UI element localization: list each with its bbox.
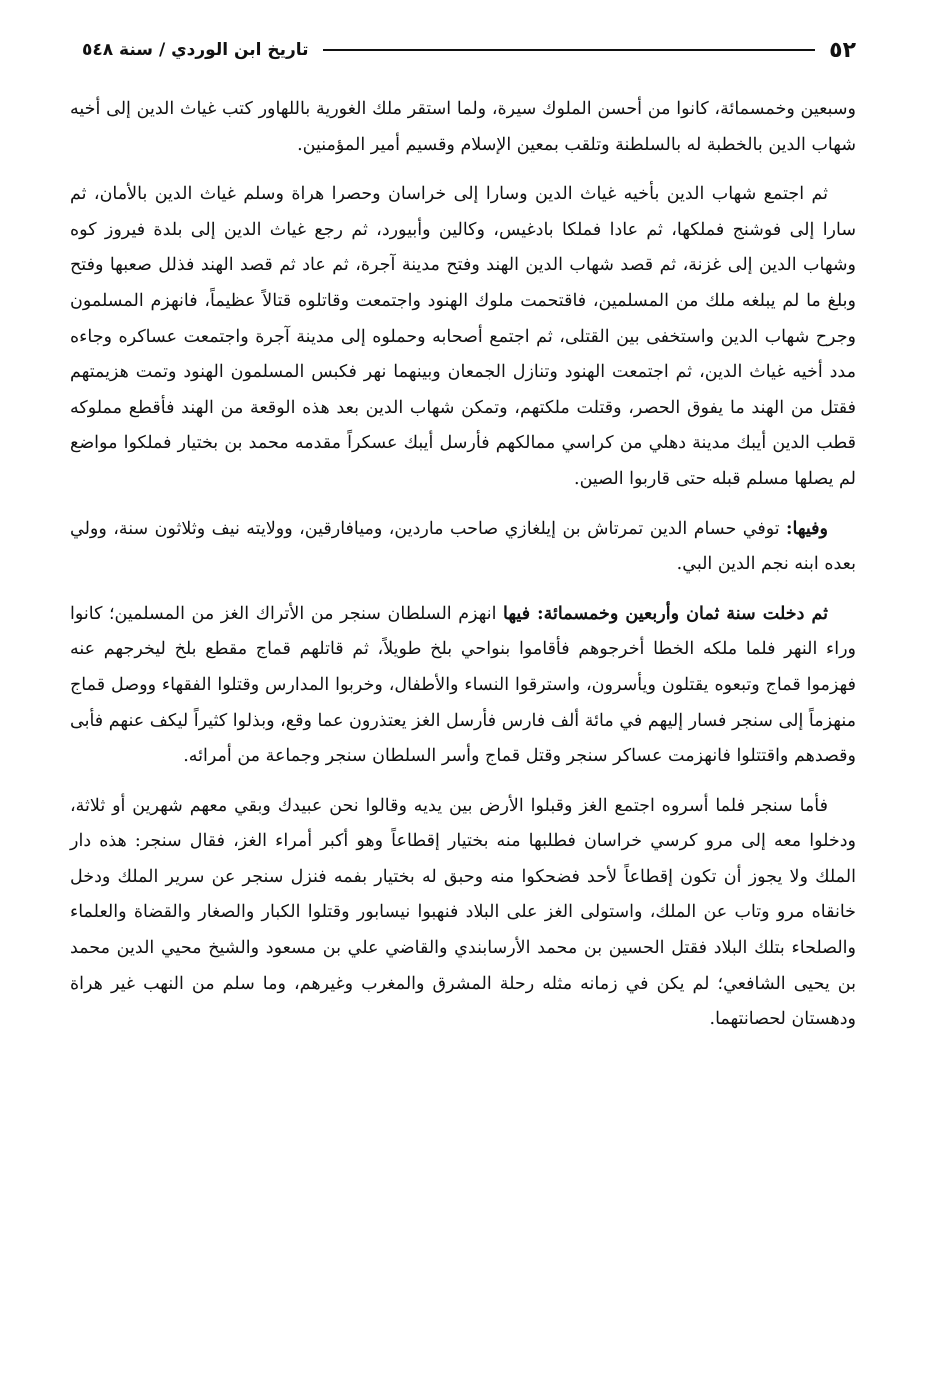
body-text (70, 92, 856, 1052)
paragraph-text: انهزم السلطان سنجر من الأتراك الغز من المسلمين؛ كانوا وراء النهر فلما ملكه الخطا أخرجوهم فأقاموا بنواحي بلخ طويلاً، ثم قاتلهم قماج مقطع بلخ ليخرجهم عنه فهزموا قماج وتبعوه يقتلون ويأسرون، واسترقوا النساء والأطفال، وخربوا المدارس وقتلوا الفقهاء ووصل قماج منهزماً إلى سنجر فسار إليهم في مائة ألف فارس فأرسل الغز يعتذرون عما وقع، وبذلوا كثيراً ليكف عنهم فأبى وقصدهم واقتتلوا فانهزمت عساكر سنجر وقتل قماج وأسر السلطان سنجر وجماعة من أمرائه. (70, 603, 856, 767)
paragraph-lead: وفيها: (786, 518, 828, 539)
paragraph-lead: ثم دخلت سنة ثمان وأربعين وخمسمائة: فيها (503, 603, 828, 624)
paragraph (70, 597, 856, 775)
paragraph (70, 177, 856, 497)
header-rule (323, 49, 816, 51)
paragraph (70, 512, 856, 583)
paragraph-text: ثم اجتمع شهاب الدين بأخيه غياث الدين وسارا إلى خراسان وحصرا هراة وسلم غياث الدين بالأمان، ثم سارا إلى فوشنج فملكها، ثم عادا فملكا بادغيس، وكالين وأبيورد، ثم رجع غياث الدين إلى بلدة فيروز كوه وشهاب الدين إلى غزنة، ثم قصد شهاب الدين الهند وفتح مدينة آجرة، ثم عاد ثم قصد الهند فذلل صعبها وفتح وبلغ ما لم يبلغه ملك من المسلمين، فاقتحمت ملوك الهنود واجتمعت وقاتلوه قتالاً عظيماً، فانهزم المسلمون وجرح شهاب الدين واستخفى بين القتلى، ثم اجتمع أصحابه وحملوه إلى مدينة آجرة واجتمعت عساكره وجاءه مدد أخيه غياث الدين، ثم اجتمعت الهنود وتنازل الجمعان وبينهما نهر فكبس المسلمون الهنود وتمت هزيمتهم فقتل من الهند ما يفوق الحصر، وقتلت ملكتهم، وتمكن شهاب الدين بعد هذه الوقعة من الهند فأقطع مملوكه قطب الدين أيبك مدينة دهلي من كراسي ممالكهم فأرسل أيبك عسكراً مقدمه محمد بن بختيار فملكوا مواضع لم يصلها مسلم قبله حتى قاربوا الصين. (70, 184, 856, 489)
paragraph-text: توفي حسام الدين تمرتاش بن إيلغازي صاحب ماردين، وميافارقين، وولايته نيف وثلاثون سنة، وولي بعده ابنه نجم الدين البي. (70, 518, 856, 575)
page-number: ٥٢ (829, 37, 856, 63)
paragraph (70, 789, 856, 1038)
paragraph-text: فأما سنجر فلما أسروه اجتمع الغز وقبلوا الأرض بين يديه وقالوا نحن عبيدك وبقي معهم شهرين أو ثلاثة، ودخلوا معه إلى مرو كرسي خراسان فطلبها منه بختيار إقطاعاً وهو أكبر أمراء الغز، فقال سنجر: هذه دار الملك ولا يجوز أن تكون إقطاعاً لأحد فضحكوا منه وحبق له بختيار بفمه فنزل سنجر عن سرير الملك ودخل خانقاه مرو وتاب عن الملك، واستولى الغز على البلاد فنهبوا نيسابور وقتلوا الكبار والصغار والقضاة والعلماء والصلحاء بتلك البلاد فقتل الحسين بن محمد الأرسابندي والقاضي علي بن مسعود والشيخ محيي الدين محمد بن يحيى الشافعي؛ لم يكن في زمانه مثله رحلة المشرق والمغرب وغيرهم، وما سلم من النهب غير هراة ودهستان لحصانتهما. (70, 795, 856, 1030)
running-title: تاريخ ابن الوردي / سنة ٥٤٨ (82, 40, 309, 60)
paragraph (70, 92, 856, 163)
paragraph-text: وسبعين وخمسمائة، كانوا من أحسن الملوك سيرة، ولما استقر ملك الغورية باللهاور كتب غياث الدين إلى أخيه شهاب الدين بالخطبة له بالسلطنة وتلقب بمعين الإسلام وقسيم أمير المؤمنين. (70, 99, 856, 155)
page-header (82, 30, 856, 70)
